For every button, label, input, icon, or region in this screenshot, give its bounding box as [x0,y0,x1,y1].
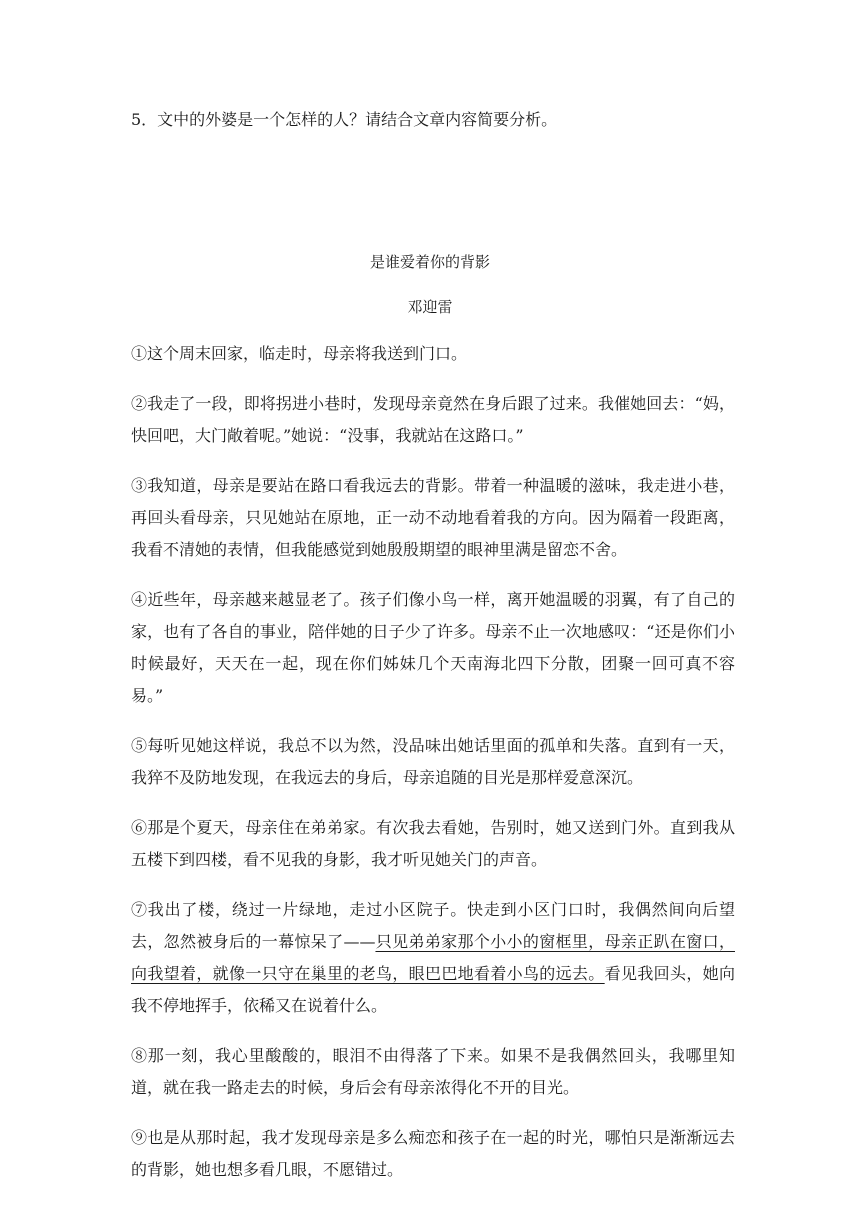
paragraph-5: ⑤每听见她这样说，我总不以为然，没品味出她话里面的孤单和失落。直到有一天，我猝不及防地发现，在我远去的身后，母亲追随的目光是那样爱意深沉。 [131,736,735,787]
paragraph-6: ⑥那是个夏天，母亲住在弟弟家。有次我去看她，告别时，她又送到门外。直到我从五楼下到四楼，看不见我的身影，我才听见她关门的声音。 [131,818,735,869]
paragraph-9: ⑨也是从那时起，我才发现母亲是多么痴恋和孩子在一起的时光，哪怕只是渐渐远去的背影，她也想多看几眼，不愿错过。 [131,1128,735,1179]
paragraph-4: ④近些年，母亲越来越显老了。孩子们像小鸟一样，离开她温暖的羽翼，有了自己的家，也有了各自的事业，陪伴她的日子少了许多。母亲不止一次地感叹：“还是你们小时候最好，天天在一起，现在你们姊妹几个天南海北四下分散，团聚一回可真不容易。” [131,590,735,705]
article-title: 是谁爱着你的背影 [369,253,490,271]
paragraph-3: ③我知道，母亲是要站在路口看我远去的背影。带着一种温暖的滋味，我走进小巷，再回头看母亲，只见她站在原地，正一动不动地看着我的方向。因为隔着一段距离，我看不清她的表情，但我能感觉到她殷殷期望的眼神里满是留恋不舍。 [131,476,735,559]
question-5: 5．文中的外婆是一个怎样的人？请结合文章内容简要分析。 [131,110,558,129]
paragraph-8: ⑧那一刻，我心里酸酸的，眼泪不由得落了下来。如果不是我偶然回头，我哪里知道，就在我一路走去的时候，身后会有母亲浓得化不开的目光。 [131,1046,735,1097]
paragraph-7 [131,894,735,1022]
article-author: 邓迎雷 [407,298,453,316]
paragraph-7-after: 看见我回头，她向我不停地挥手，依稀又在说着什么。 [131,964,735,1015]
paragraph-7-underlined-sentence: 只见弟弟家那个小小的窗框里，母亲正趴在窗口，向我望着，就像一只守在巢里的老鸟，眼巴巴地看着小鸟的远去。 [131,932,735,983]
article-body [131,338,735,1204]
paragraph-2: ②我走了一段，即将拐进小巷时，发现母亲竟然在身后跟了过来。我催她回去：“妈，快回吧，大门敞着呢。”她说：“没事，我就站在这路口。” [131,394,735,445]
paragraph-7-before: ⑦我出了楼，绕过一片绿地，走过小区院子。快走到小区门口时，我偶然间向后望去，忽然被身后的一幕惊呆了—— [131,900,735,951]
paragraph-1: ①这个周末回家，临走时，母亲将我送到门口。 [131,344,468,363]
